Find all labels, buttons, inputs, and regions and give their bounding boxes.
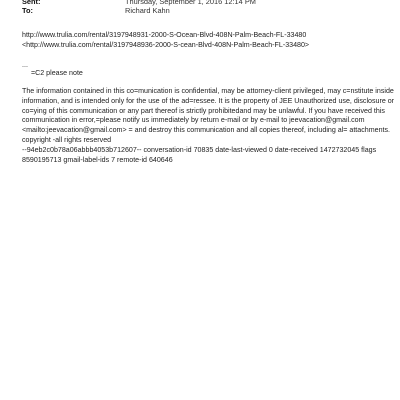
url-line: <http://www.trulia.com/rental/3197948936-2000-S-cean-Blvd-408N-Palm-Beach-FL-33480> (22, 40, 310, 49)
metadata-line: 8590195713 gmail-label-ids 7 remote-id 640646 (22, 155, 173, 164)
confidentiality-line: communication in error,=please notify us immediately by return e-mail or by e-mail to jeevacation@gmail.com (22, 116, 365, 125)
confidentiality-line: information, and is intended only for the use of the ad=ressee. It is the property of JEE Unauthorized use, disclosure or (22, 96, 395, 105)
confidentiality-line: The information contained in this co=munication is confidential, may be attorney-client privileged, may c=nstitute inside (22, 87, 394, 95)
sent-label: Sent: (22, 0, 41, 6)
url-block (22, 31, 394, 51)
confidentiality-notice (22, 87, 394, 146)
confidentiality-line: co=ying of this communication or any part thereof is strictly prohibitedand may be unlawful. If you have received this (22, 106, 385, 115)
url-line: http://www.trulia.com/rental/3197948931-2000-S-Ocean-Blvd-408N-Palm-Beach-FL-33480 (22, 31, 307, 39)
to-row (22, 6, 390, 16)
sent-value: Thursday, September 1, 2016 12:14 PM (125, 0, 256, 6)
note-text (22, 69, 400, 79)
to-value: Richard Kahn (125, 6, 170, 15)
confidentiality-line: <mailto:jeevacation@gmail.com> = and destroy this communication and all copies thereof, including al= attachments. (22, 126, 390, 135)
note-line: =C2 please note (31, 69, 83, 77)
confidentiality-line: copyright -all rights reserved (22, 135, 112, 144)
metadata-block (22, 146, 394, 166)
to-label: To: (22, 6, 33, 15)
metadata-line: --94eb2c0b78a06abbb4053b712607-- conversation-id 70835 date-last-viewed 0 date-received 1472732045 flags (22, 146, 377, 154)
ellipsis-line: ... (22, 61, 28, 69)
